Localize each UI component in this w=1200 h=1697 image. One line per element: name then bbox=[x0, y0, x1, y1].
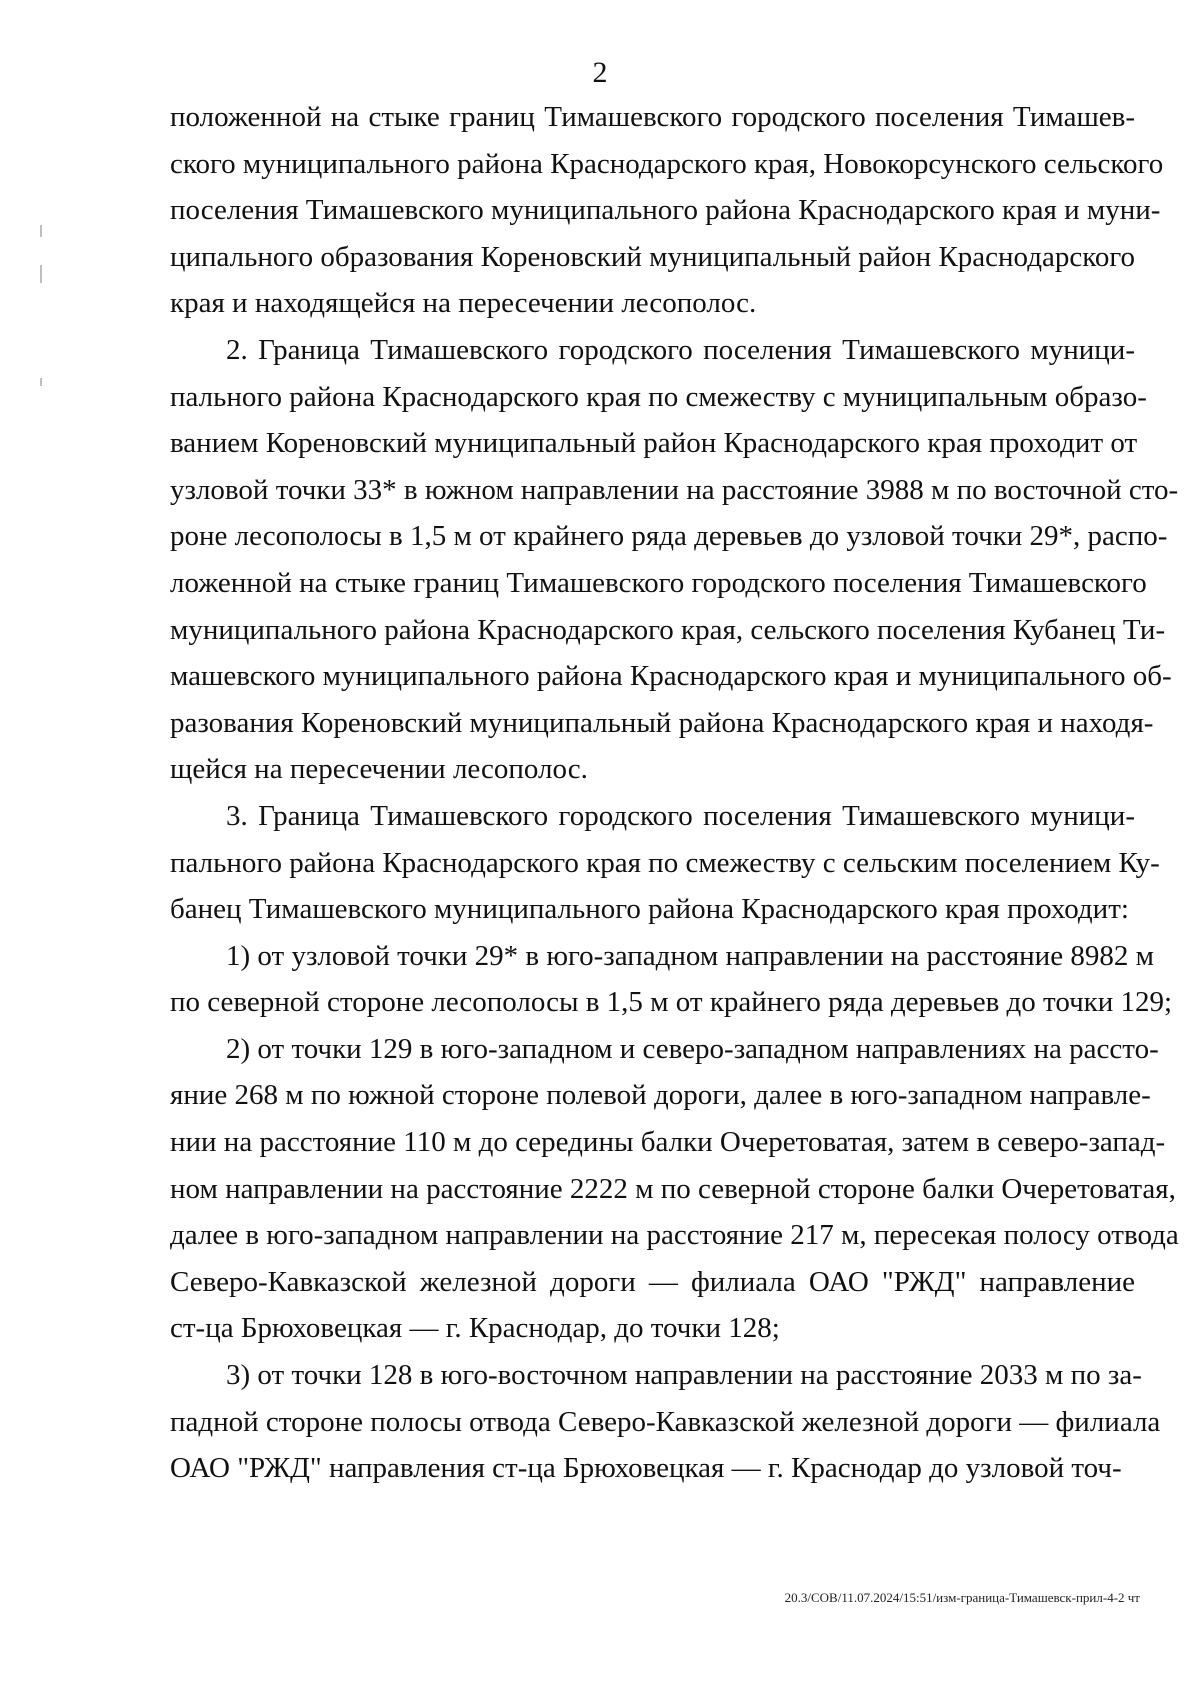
paragraph-line: ского муниципального района Краснодарского края, Новокорсунского сельского bbox=[170, 147, 1164, 180]
paragraph-line: падной стороне полосы отвода Северо-Кавказской железной дороги — филиала bbox=[170, 1405, 1161, 1438]
scan-margin-mark bbox=[40, 225, 42, 237]
paragraph-line: Северо-Кавказской железной дороги — филиала ОАО "РЖД" направление bbox=[170, 1265, 1135, 1298]
page-number: 2 bbox=[592, 56, 608, 89]
paragraph-line: 3) от точки 128 в юго-восточном направлении на расстояние 2033 м по за- bbox=[226, 1359, 1142, 1392]
paragraph-line: ванием Кореновский муниципальный район Краснодарского края проходит от bbox=[170, 427, 1138, 460]
paragraph-line: 2. Граница Тимашевского городского поселения Тимашевского муници- bbox=[226, 333, 1135, 366]
paragraph-line: яние 268 м по южной стороне полевой дороги, далее в юго-западном направле- bbox=[170, 1079, 1151, 1112]
paragraph-line: ципального образования Кореновский муниципальный район Краснодарского bbox=[170, 240, 1135, 273]
paragraph-line: разования Кореновский муниципальный района Краснодарского края и находя- bbox=[170, 706, 1154, 739]
paragraph-line: ложенной на стыке границ Тимашевского городского поселения Тимашевского bbox=[170, 566, 1147, 599]
paragraph-line: 2) от точки 129 в юго-западном и северо-западном направлениях на рассто- bbox=[226, 1032, 1159, 1065]
paragraph bbox=[170, 933, 1173, 1026]
paragraph-line: 1) от узловой точки 29* в юго-западном направлении на расстояние 8982 м bbox=[226, 939, 1154, 972]
scan-margin-mark bbox=[40, 378, 42, 386]
paragraph-line: края и находящейся на пересечении лесополос. bbox=[170, 287, 757, 320]
paragraph bbox=[170, 1026, 1179, 1352]
paragraph-line: по северной стороне лесополосы в 1,5 м от крайнего ряда деревьев до точки 129; bbox=[170, 986, 1173, 1019]
paragraph-line: пального района Краснодарского края по смежеству с муниципальным образо- bbox=[170, 380, 1147, 413]
paragraph-line: положенной на стыке границ Тимашевского городского поселения Тимашев- bbox=[170, 101, 1135, 133]
paragraph-line: роне лесополосы в 1,5 м от крайнего ряда деревьев до узловой точки 29*, распо- bbox=[170, 520, 1168, 553]
paragraph-line: узловой точки 33* в южном направлении на расстояние 3988 м по восточной сто- bbox=[170, 473, 1179, 506]
paragraph bbox=[170, 793, 1160, 933]
scan-margin-mark bbox=[40, 265, 42, 283]
paragraph bbox=[170, 327, 1179, 793]
document-body bbox=[170, 94, 1179, 1492]
paragraph-line: пального района Краснодарского края по смежеству с сельским поселением Ку- bbox=[170, 846, 1160, 879]
paragraph-line: ст-ца Брюховецкая — г. Краснодар, до точки 128; bbox=[170, 1312, 780, 1345]
paragraph-line: ОАО "РЖД" направления ст-ца Брюховецкая — г. Краснодар до узловой точ- bbox=[170, 1452, 1122, 1485]
paragraph bbox=[170, 1352, 1161, 1492]
paragraph-line: банец Тимашевского муниципального района Краснодарского края проходит: bbox=[170, 893, 1129, 926]
paragraph-line: далее в юго-западном направлении на расстояние 217 м, пересекая полосу отвода bbox=[170, 1219, 1179, 1252]
paragraph bbox=[170, 94, 1164, 327]
paragraph-line: поселения Тимашевского муниципального района Краснодарского края и муни- bbox=[170, 194, 1161, 227]
paragraph-line: ном направлении на расстояние 2222 м по северной стороне балки Очеретоватая, bbox=[170, 1172, 1176, 1205]
paragraph-line: машевского муниципального района Краснодарского края и муниципального об- bbox=[170, 660, 1172, 693]
paragraph-line: муниципального района Краснодарского края, сельского поселения Кубанец Ти- bbox=[170, 613, 1166, 646]
paragraph-line: щейся на пересечении лесополос. bbox=[170, 753, 588, 786]
document-footer-code: 20.3/СОВ/11.07.2024/15:51/изм-граница-Тимашевск-прил-4-2 чт bbox=[784, 1590, 1140, 1605]
paragraph-line: нии на расстояние 110 м до середины балки Очеретоватая, затем в северо-запад- bbox=[170, 1126, 1166, 1159]
paragraph-line: 3. Граница Тимашевского городского поселения Тимашевского муници- bbox=[226, 799, 1135, 832]
